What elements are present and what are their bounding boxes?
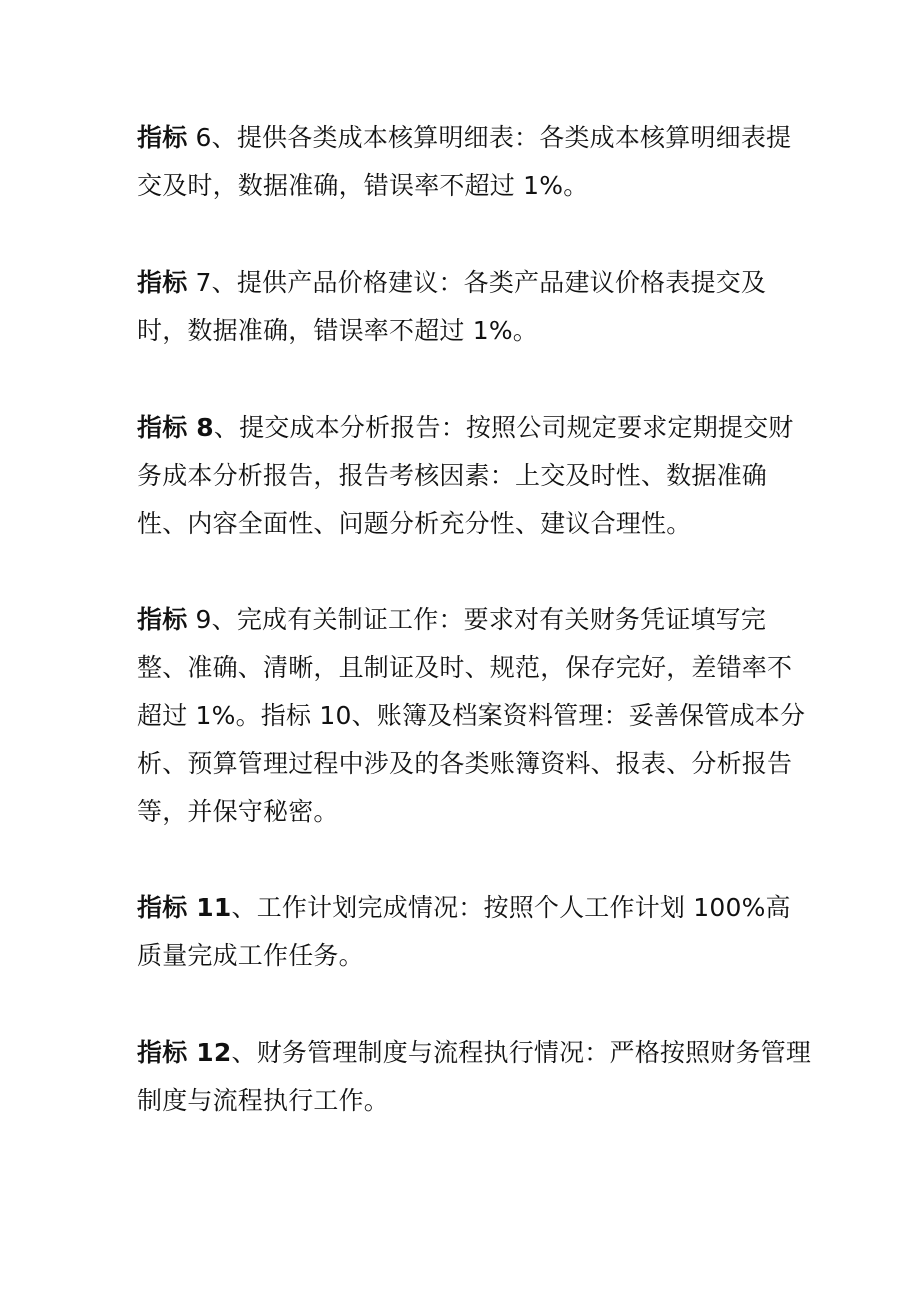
indicator-label: 指标: [137, 123, 188, 152]
indicator-text: 、财务管理制度与流程执行情况：严格按照财务管理制度与流程执行工作。: [137, 1038, 812, 1115]
indicator-label: 指标 11: [137, 893, 232, 922]
indicator-7-paragraph: [137, 259, 812, 355]
indicator-9-10-paragraph: [137, 596, 812, 836]
indicator-label: 指标 8: [137, 413, 214, 442]
indicator-text: 、工作计划完成情况：按照个人工作计划 100%高质量完成工作任务。: [137, 893, 791, 970]
indicator-12-paragraph: [137, 1029, 812, 1125]
indicator-11-paragraph: [137, 884, 812, 980]
indicator-label: 指标 12: [137, 1038, 232, 1067]
indicator-text: 6、提供各类成本核算明细表：各类成本核算明细表提交及时，数据准确，错误率不超过 1%。: [137, 123, 792, 200]
indicator-8-paragraph: [137, 404, 812, 548]
indicator-6-paragraph: [137, 114, 812, 210]
indicator-label: 指标: [137, 268, 188, 297]
indicator-text: 9、完成有关制证工作：要求对有关财务凭证填写完整、准确、清晰，且制证及时、规范，保存完好，差错率不超过 1%。指标 10、账簿及档案资料管理：妥善保管成本分析、预算管理过程中涉及的各类账簿资料、报表、分析报告等，并保守秘密。: [137, 605, 806, 826]
indicator-text: 、提交成本分析报告：按照公司规定要求定期提交财务成本分析报告，报告考核因素：上交及时性、数据准确性、内容全面性、问题分析充分性、建议合理性。: [137, 413, 794, 538]
indicator-label: 指标: [137, 605, 188, 634]
indicator-text: 7、提供产品价格建议：各类产品建议价格表提交及时，数据准确，错误率不超过 1%。: [137, 268, 767, 345]
